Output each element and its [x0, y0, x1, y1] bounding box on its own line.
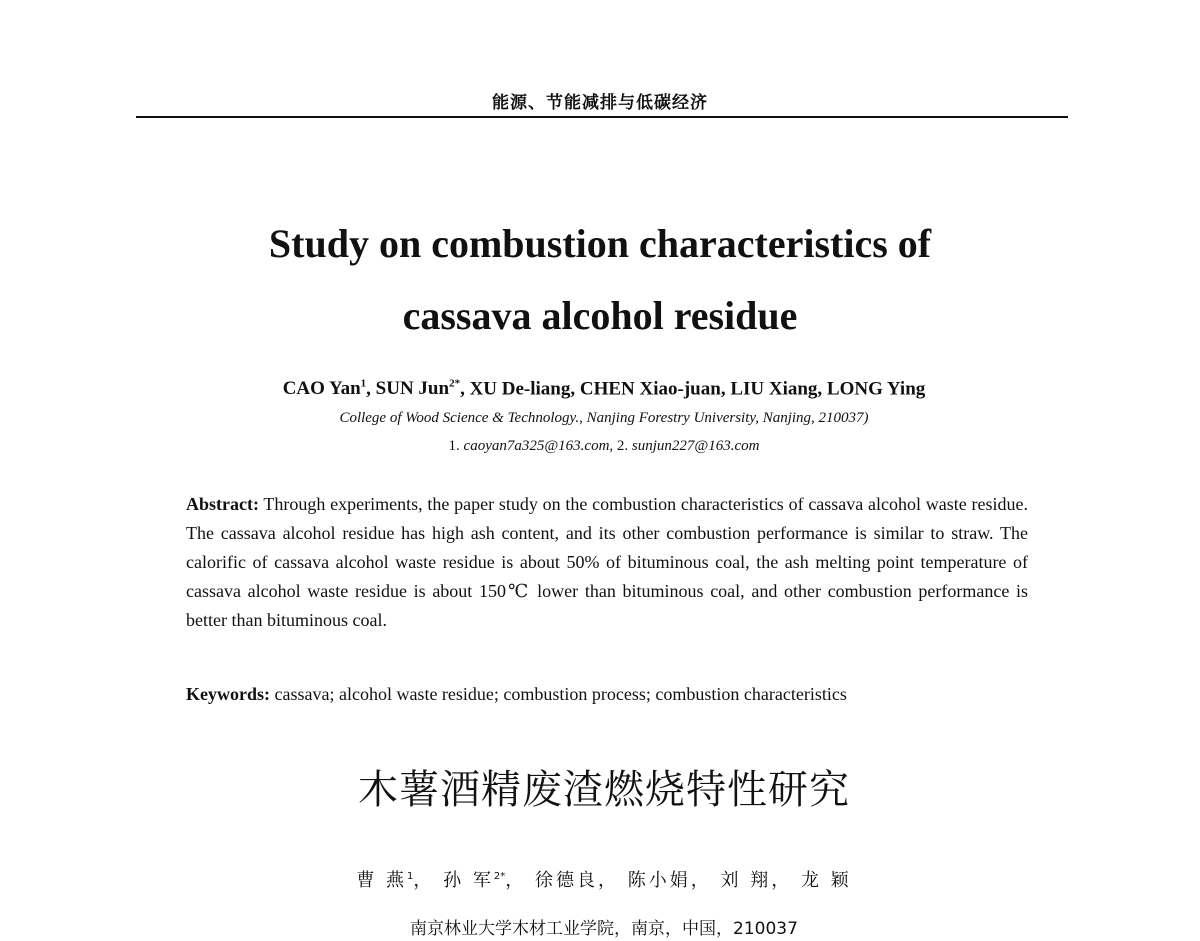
- author: LIU Xiang: [730, 378, 818, 400]
- cn-author: 龙 颖: [800, 870, 852, 891]
- cn-author: 曹 燕$^1$: [356, 870, 414, 891]
- abstract-text: Through experiments, the paper study on the combustion characteristics of cassava alcohol waste residue. The cassava alcohol residue has high ash content, and its other combustion performance is similar to straw. The calorific of cassava alcohol waste residue is about 50% of bituminous coal, the ash melting point temperature of cassava alcohol waste residue is about 150℃ lower than bituminous coal, and other combustion performance is better than bituminous coal.: [186, 494, 1028, 630]
- author: SUN Jun$^{2*}$: [375, 378, 461, 400]
- email-num: 2.: [616, 438, 629, 454]
- author: CAO Yan$^1$: [282, 378, 367, 400]
- keywords: [186, 684, 1028, 705]
- author: LONG Ying: [826, 378, 926, 400]
- cn-author: 徐德良: [535, 870, 598, 891]
- cn-author: 孙 军$^{2*}$: [443, 870, 506, 891]
- email-num: 1.: [448, 438, 460, 454]
- abstract-label: Abstract:: [186, 494, 259, 514]
- chinese-affiliation: 南京林业大学木材工业学院，南京，中国，210037: [410, 919, 798, 939]
- email-address: caoyan7a325@163.com: [463, 438, 610, 454]
- paper-title: [150, 208, 1050, 352]
- author: CHEN Xiao-juan: [579, 378, 721, 400]
- email-address: sunjun227@163.com: [631, 438, 760, 454]
- chinese-author-list: 曹 燕$^1$， 孙 军$^{2*}$， 徐德良， 陈小娟， 刘 翔， 龙 颖: [356, 870, 852, 891]
- chinese-title: 木薯酒精废渣燃烧特性研究: [358, 767, 850, 813]
- keywords-text: cassava; alcohol waste residue; combustion process; combustion characteristics: [274, 684, 847, 704]
- header-rule: [136, 116, 1068, 118]
- affiliation: College of Wood Science & Technology., Nanjing Forestry University, Nanjing, 210037): [339, 410, 869, 426]
- author-list: CAO Yan$^1$, SUN Jun$^{2*}$, XU De-liang, CHEN Xiao-juan, LIU Xiang, LONG Ying: [282, 378, 926, 400]
- abstract: [186, 490, 1028, 635]
- title-line-2: cassava alcohol residue: [402, 293, 798, 338]
- author: XU De-liang: [469, 378, 571, 400]
- email-list: 1. caoyan7a325@163.com, 2. sunjun227@163.com: [448, 438, 760, 454]
- journal-header: 能源、节能减排与低碳经济: [492, 93, 708, 113]
- title-line-1: Study on combustion characteristics of: [268, 221, 932, 266]
- cn-author: 刘 翔: [720, 870, 772, 891]
- keywords-label: Keywords:: [186, 684, 270, 704]
- cn-author: 陈小娟: [627, 870, 691, 891]
